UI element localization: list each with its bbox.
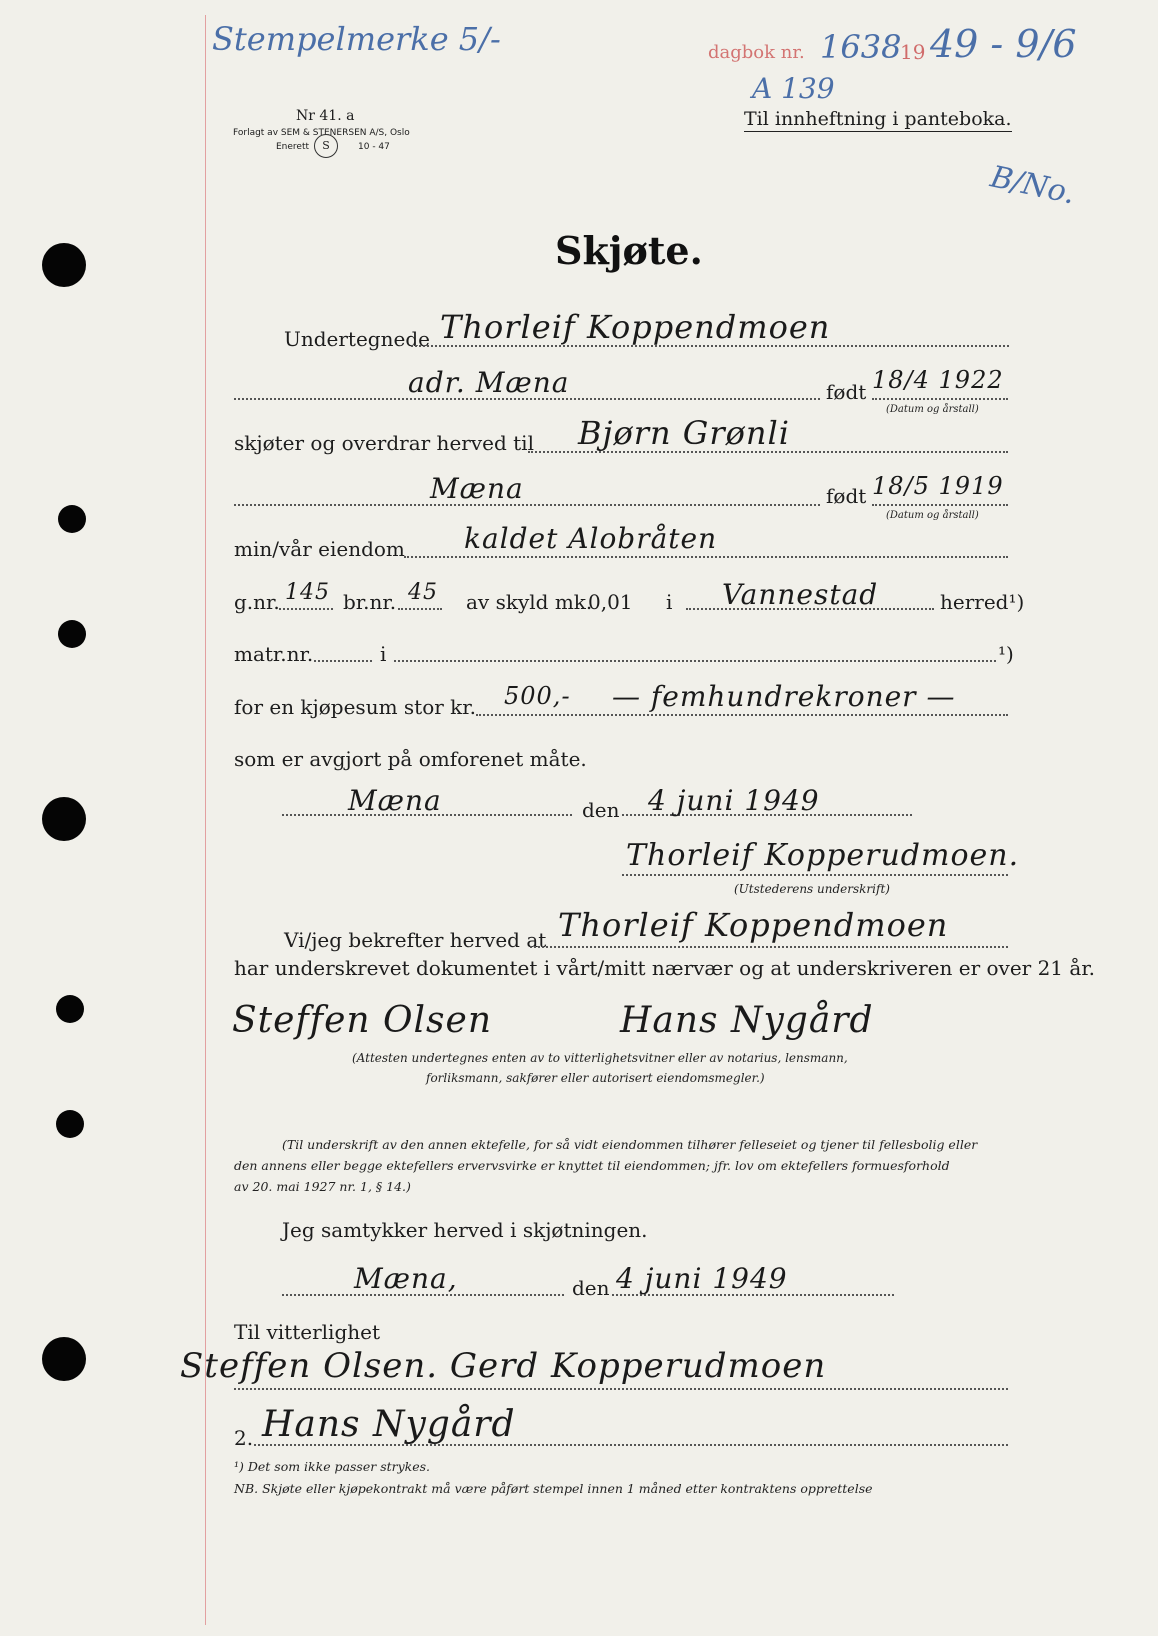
dotted-line <box>314 660 372 662</box>
skyld-value: 0,01 <box>588 590 633 614</box>
dotted-line <box>394 660 996 662</box>
herred-label: herred¹) <box>940 590 1025 614</box>
attest-note-2: forliksmann, sakfører eller autorisert eiendomsmegler.) <box>426 1071 765 1085</box>
form-number: Nr 41. a <box>296 108 355 124</box>
bnr-label: br.nr. <box>343 590 397 614</box>
matr-i-label: i <box>380 642 387 666</box>
dotted-line <box>530 946 1008 948</box>
buyer-born-label: født <box>826 484 867 508</box>
dotted-line <box>398 608 442 610</box>
skyld-i-label: i <box>666 590 673 614</box>
bnr-value: 45 <box>408 580 438 605</box>
footnote-1: ¹) Det som ikke passer strykes. <box>234 1459 431 1474</box>
matr-end: ¹) <box>998 642 1014 666</box>
buyer-address: Mæna <box>430 472 524 505</box>
spouse-note-1: (Til underskrift av den annen ektefelle, for så vidt eiendommen tilhører felleseiet og tjener til fellesbolig eller <box>282 1137 978 1152</box>
binder-hole <box>42 797 86 841</box>
dagbok-number: 1638 <box>820 28 902 66</box>
binder-hole <box>42 1337 86 1381</box>
witness-line-2: Hans Nygård <box>262 1404 516 1445</box>
binder-hole <box>42 243 86 287</box>
seller-label: Undertegnede <box>284 327 430 351</box>
spouse-den: den <box>572 1276 610 1300</box>
property-label: min/vår eiendom <box>234 537 405 561</box>
matr-label: matr.nr. <box>234 642 314 666</box>
signing-den: den <box>582 798 620 822</box>
spouse-note-2: den annens eller begge ektefellers ervervsvirke er knyttet til eiendommen; jfr. lov om ektefellers formuesforhold <box>234 1158 950 1173</box>
attest-prefix: Vi/jeg bekrefter herved at <box>284 928 547 952</box>
spouse-note-3: av 20. mai 1927 nr. 1, § 14.) <box>234 1179 411 1194</box>
buyer-transfer-label: skjøter og overdrar herved til <box>234 431 534 455</box>
dotted-line <box>872 504 1008 506</box>
page-title: Skjøte. <box>555 228 703 273</box>
instruction: Til innheftning i panteboka. <box>744 108 1012 130</box>
seller-date-hint: (Datum og årstall) <box>886 404 979 415</box>
dagbok-date: 49 - 9/6 <box>930 22 1077 66</box>
spouse-place: Mæna, <box>354 1262 458 1295</box>
witness-signature-1: Steffen Olsen <box>232 1000 493 1041</box>
dotted-line <box>872 398 1008 400</box>
price-label: for en kjøpesum stor kr. <box>234 695 477 719</box>
price-amount: 500,- <box>504 682 571 710</box>
witness-label: Til vitterlighet <box>234 1320 381 1344</box>
publisher-logo: S <box>314 134 338 158</box>
attest-line2: har underskrevet dokumentet i vårt/mitt nærvær og at underskriveren er over 21 år. <box>234 956 1096 980</box>
witness-signature-2: Hans Nygård <box>620 1000 874 1041</box>
price-words: — femhundrekroner — <box>612 680 956 713</box>
seller-born-label: født <box>826 380 867 404</box>
form-publisher: Forlagt av SEM & STENERSEN A/S, Oslo <box>233 128 410 138</box>
dagbok-year-prefix: 19 <box>900 40 926 64</box>
herred-value: Vannestad <box>722 578 879 611</box>
dotted-line <box>234 1388 1008 1390</box>
dotted-line <box>476 714 1008 716</box>
witness-num-2: 2. <box>234 1426 254 1450</box>
binder-hole <box>56 995 84 1023</box>
footnote-2: NB. Skjøte eller kjøpekontrakt må være påført stempel innen 1 måned etter kontraktens opprettelse <box>234 1481 873 1496</box>
price-settled: som er avgjort på omforenet måte. <box>234 747 587 771</box>
buyer-born: 18/5 1919 <box>872 472 1004 500</box>
signing-place: Mæna <box>348 784 442 817</box>
property-name: kaldet Alobråten <box>464 522 718 555</box>
dagbok-sub: A 139 <box>752 72 835 105</box>
seller-signature: Thorleif Kopperudmoen. <box>626 838 1020 873</box>
gnr-value: 145 <box>285 580 330 605</box>
corner-note: B/No. <box>987 159 1079 212</box>
dotted-line <box>279 608 333 610</box>
form-rights: Enerett <box>276 142 310 152</box>
seller-address: adr. Mæna <box>408 366 570 399</box>
dotted-line <box>234 504 820 506</box>
gnr-label: g.nr. <box>234 590 280 614</box>
stamp-faint: dagbok nr. <box>708 42 805 63</box>
signature-label: (Utstederens underskrift) <box>734 882 890 896</box>
seller-born: 18/4 1922 <box>872 366 1004 394</box>
spouse-date: 4 juni 1949 <box>616 1262 788 1295</box>
seller-name: Thorleif Koppendmoen <box>440 308 831 346</box>
skyld-label: av skyld mk. <box>466 590 593 614</box>
attest-note-1: (Attesten undertegnes enten av to vitterlighetsvitner eller av notarius, lensmann, <box>352 1051 848 1065</box>
attest-name: Thorleif Koppendmoen <box>558 906 949 944</box>
buyer-name: Bjørn Grønli <box>578 414 790 452</box>
signing-date: 4 juni 1949 <box>648 784 820 817</box>
binder-hole <box>58 505 86 533</box>
witness-line-1: Steffen Olsen. Gerd Kopperudmoen <box>180 1346 827 1386</box>
spouse-consent: Jeg samtykker herved i skjøtningen. <box>282 1218 648 1242</box>
dotted-line <box>404 556 1008 558</box>
binder-hole <box>56 1110 84 1138</box>
binder-hole <box>58 620 86 648</box>
buyer-date-hint: (Datum og årstall) <box>886 510 979 521</box>
dotted-line <box>622 874 1008 876</box>
form-edition: 10 - 47 <box>358 142 390 152</box>
stamp-note: Stempelmerke 5/- <box>212 20 501 58</box>
